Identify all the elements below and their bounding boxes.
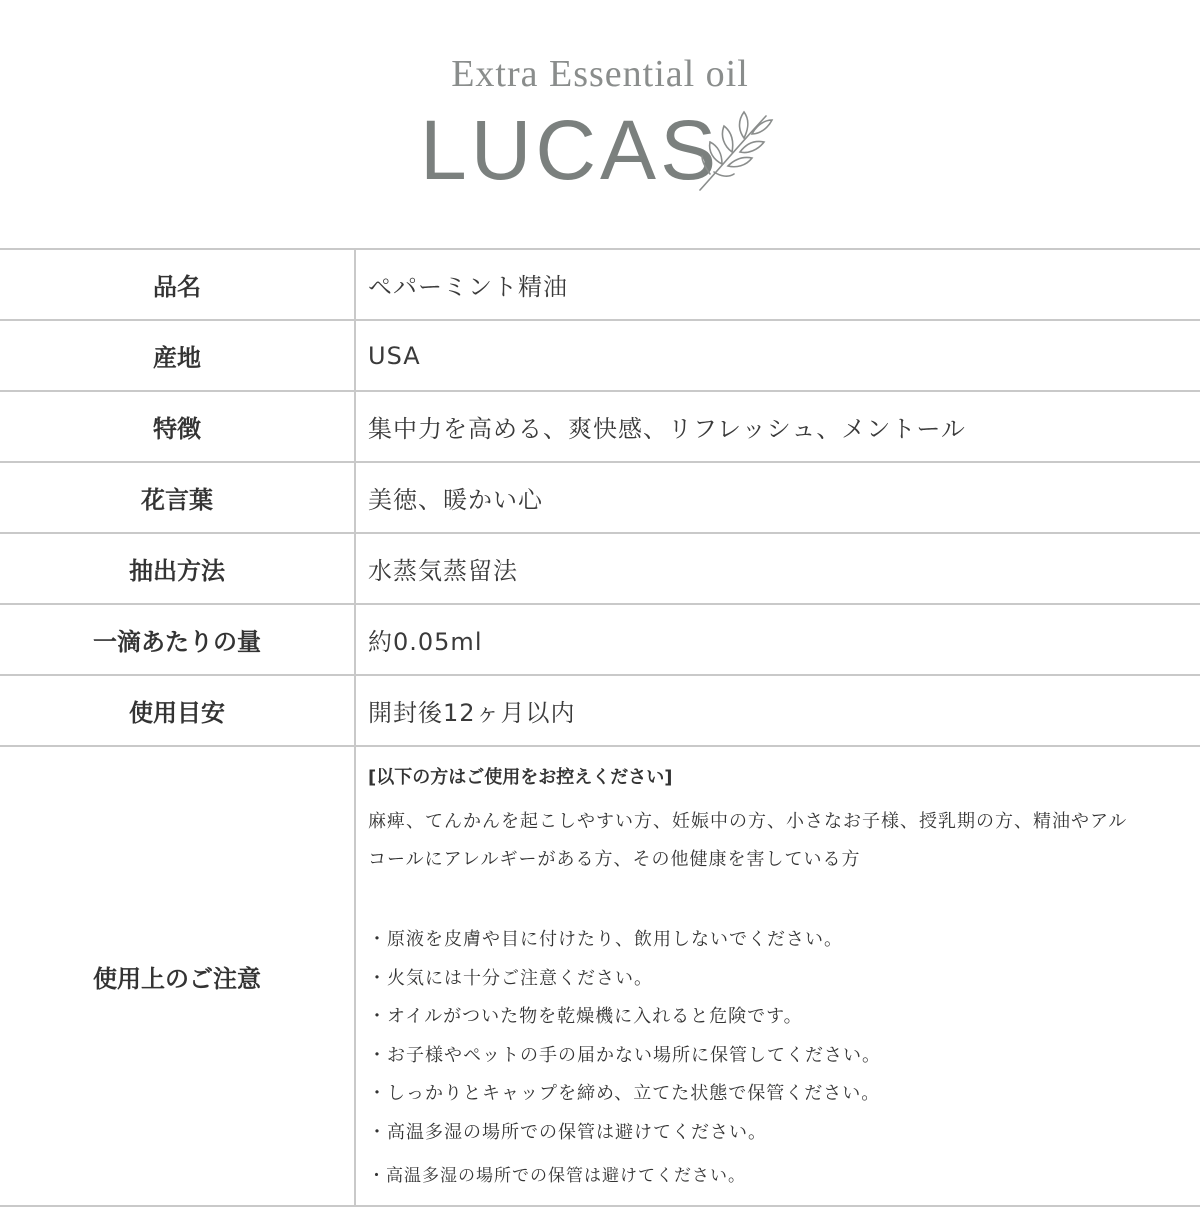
brand-logo-text: LUCAS <box>420 103 721 197</box>
header-subtitle: Extra Essential oil <box>451 53 749 95</box>
list-item: ・原液を皮膚や目に付けたり、飲用しないでください。 <box>368 929 843 950</box>
row-label: 品名 <box>0 249 355 320</box>
row-value: 開封後12ヶ月以内 <box>355 675 1200 746</box>
list-item: ・高温多湿の場所での保管は避けてください。 <box>368 1121 767 1143</box>
table-row <box>0 604 1200 675</box>
row-value: 水蒸気蒸留法 <box>355 533 1200 604</box>
row-label: 産地 <box>0 320 355 391</box>
list-item: ・火気には十分ご注意ください。 <box>368 967 653 989</box>
row-label: 抽出方法 <box>0 533 355 604</box>
spec-table <box>0 248 1200 1207</box>
table-row <box>0 675 1200 746</box>
table-row <box>0 533 1200 604</box>
list-item: ・しっかりとキャップを締め、立てた状態で保管ください。 <box>368 1083 881 1105</box>
row-value: ペパーミント精油 <box>355 249 1200 320</box>
leaf-sprig-icon <box>694 108 778 194</box>
precautions-list <box>368 921 1200 1153</box>
row-value: 約0.05ml <box>355 604 1200 675</box>
row-value: USA <box>355 320 1200 391</box>
row-label: 使用目安 <box>0 675 355 746</box>
row-label: 一滴あたりの量 <box>0 604 355 675</box>
precautions-heading: [以下の方はご使用をお控えください] <box>368 767 673 788</box>
precautions-intro <box>368 803 1200 879</box>
row-value: 集中力を高める、爽快感、リフレッシュ、メントール <box>355 391 1200 462</box>
table-row <box>0 462 1200 533</box>
list-item: ・オイルがついた物を乾燥機に入れると危険です。 <box>368 1006 803 1028</box>
table-row <box>0 320 1200 391</box>
table-row <box>0 249 1200 320</box>
row-value: 美徳、暖かい心 <box>355 462 1200 533</box>
precautions-content <box>355 746 1200 1206</box>
header <box>0 0 1200 248</box>
list-item: ・高温多湿の場所での保管は避けてください。 <box>368 1165 746 1186</box>
table-row <box>0 391 1200 462</box>
row-label: 特徴 <box>0 391 355 462</box>
precautions-row <box>0 746 1200 1206</box>
precautions-label: 使用上のご注意 <box>0 746 355 1206</box>
precautions-intro-line: コールにアレルギーがある方、その他健康を害している方 <box>368 849 861 870</box>
precautions-intro-line: 麻痺、てんかんを起こしやすい方、妊娠中の方、小さなお子様、授乳期の方、精油やアル <box>368 811 1128 832</box>
row-label: 花言葉 <box>0 462 355 533</box>
list-item: ・お子様やペットの手の届かない場所に保管してください。 <box>368 1044 881 1066</box>
